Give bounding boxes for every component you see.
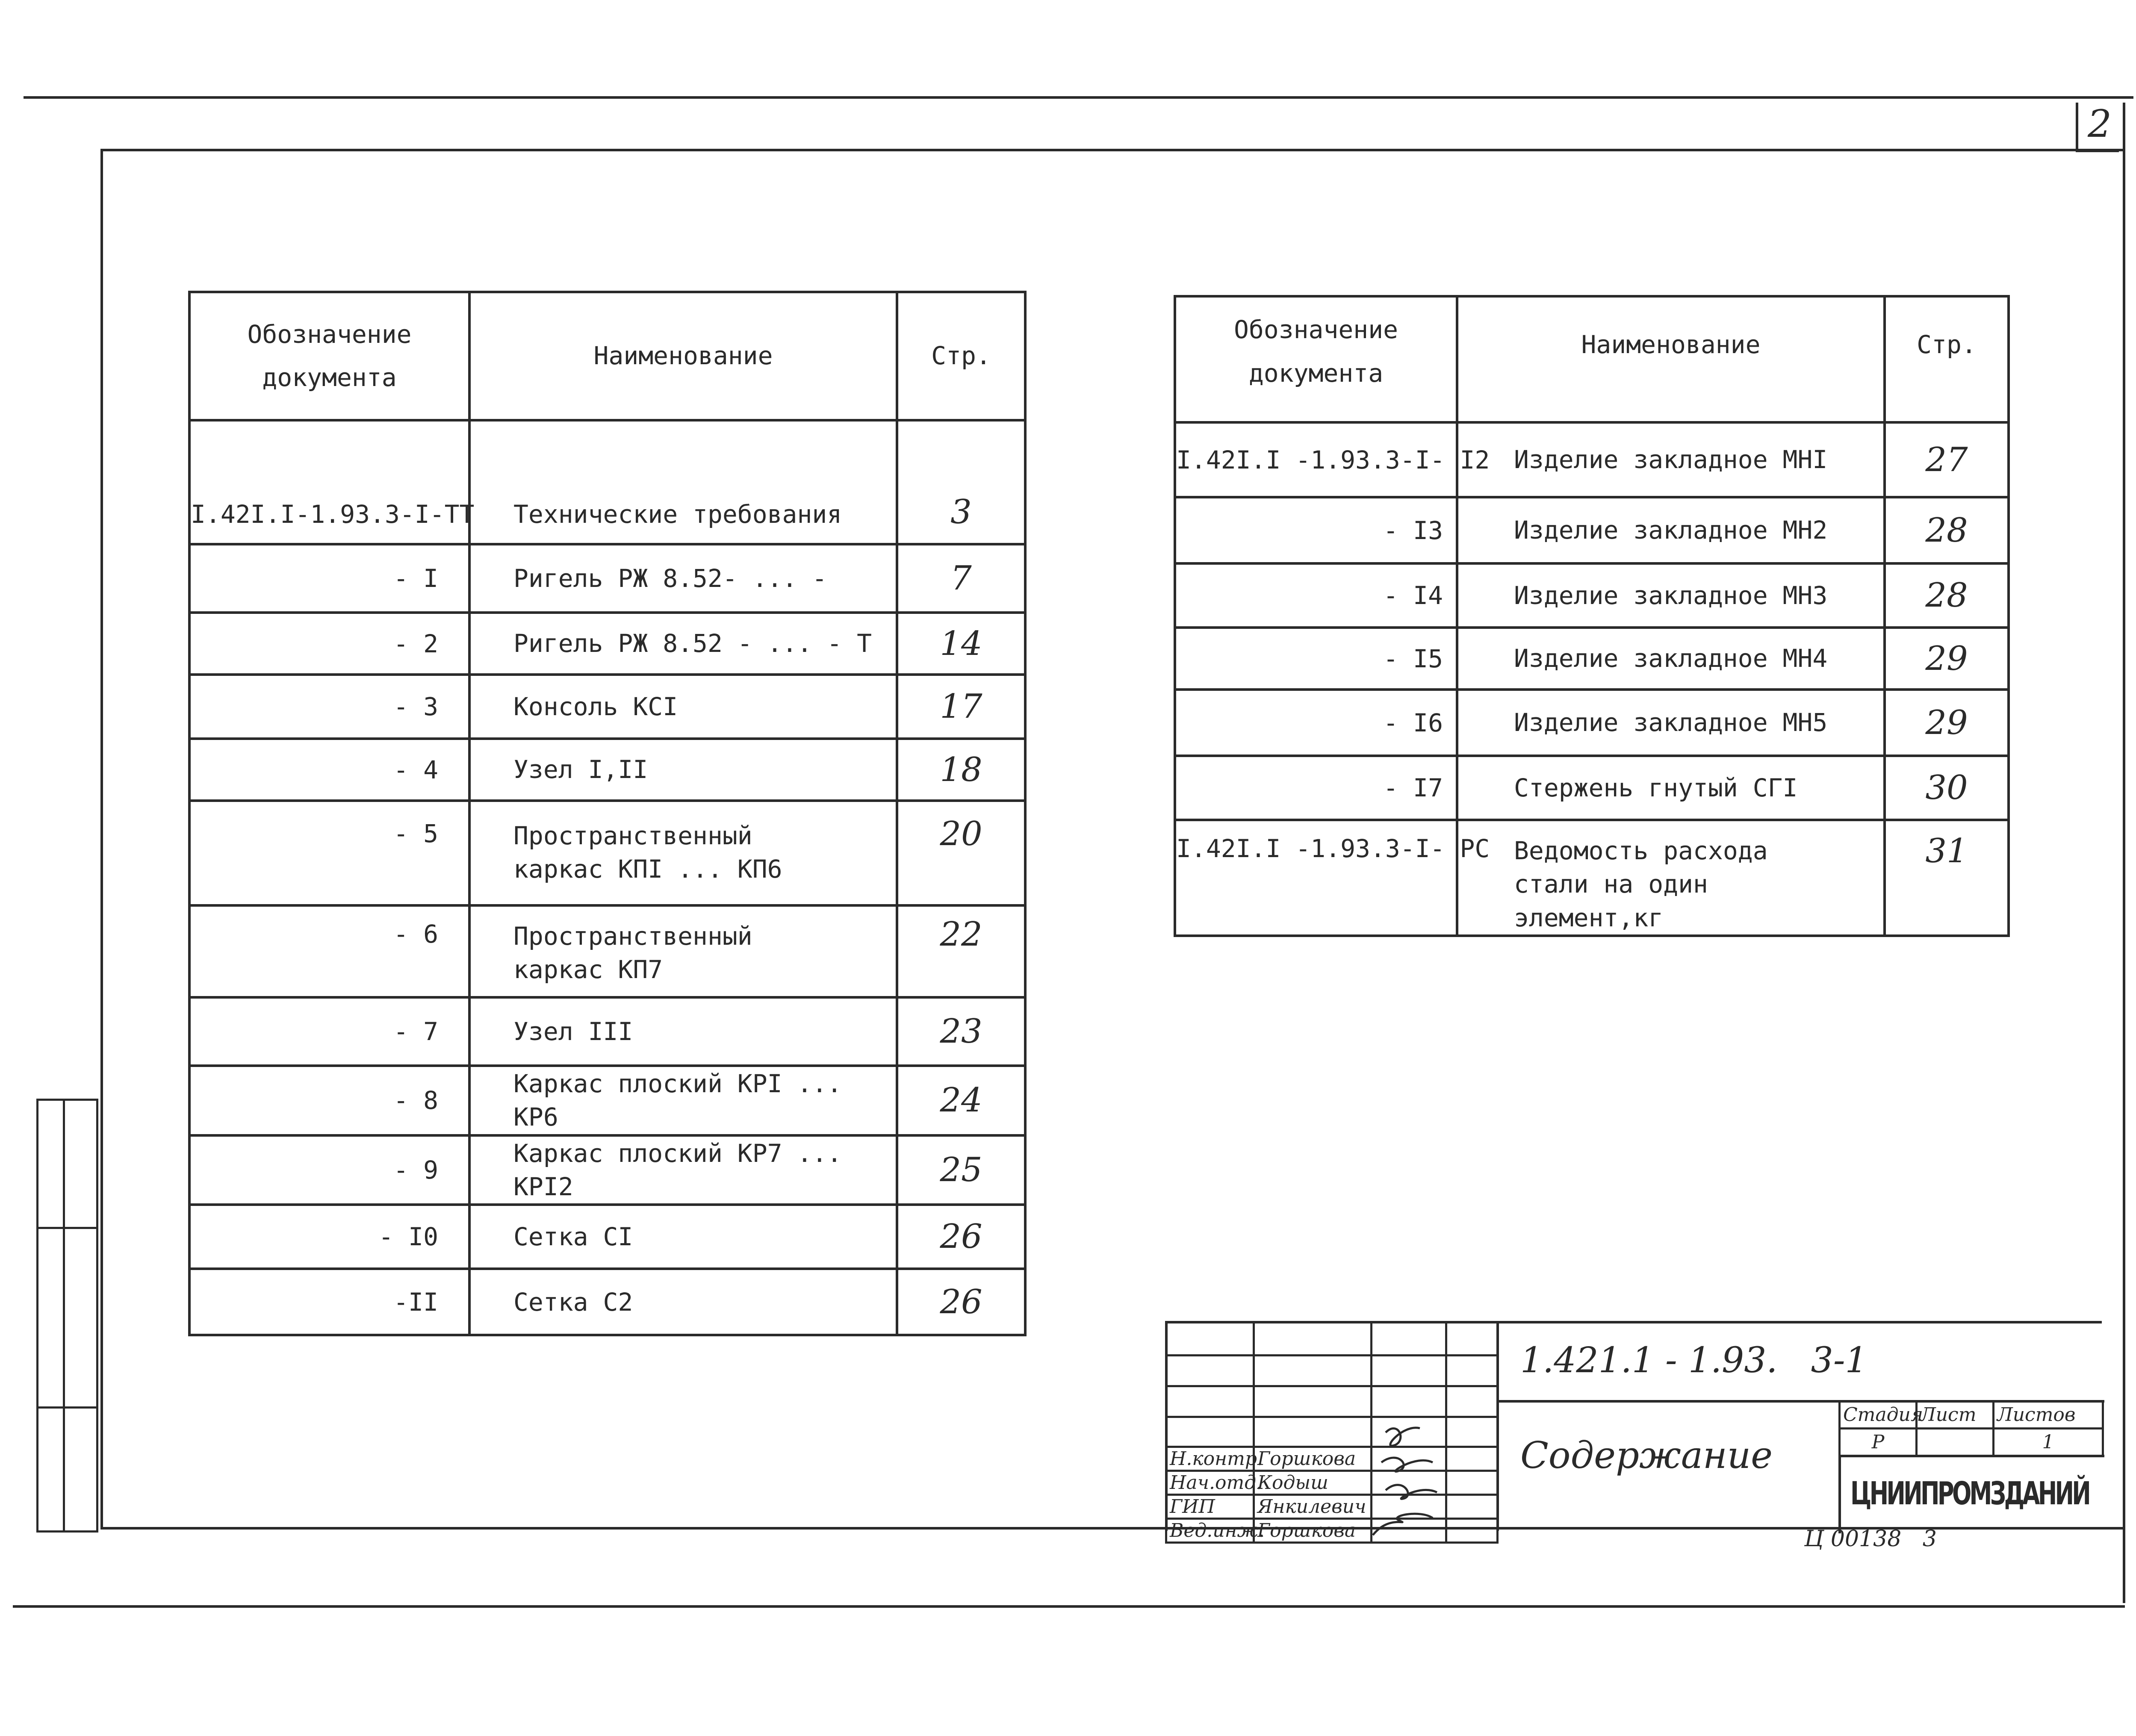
- row-name: Узел I,II: [469, 739, 897, 801]
- row-name: Каркас плоский КР7 ... КРI2: [469, 1135, 897, 1205]
- row-code: - I5: [1175, 628, 1457, 690]
- row-page: 18: [897, 739, 1025, 801]
- sheet-number-box: [2076, 103, 2119, 152]
- row-page: 29: [1885, 628, 2009, 690]
- frame-left: [100, 149, 103, 1530]
- row-page: 28: [1885, 497, 2009, 563]
- row-name: Технические требования: [469, 420, 897, 544]
- table-row: [189, 1205, 1025, 1269]
- table-row: [1175, 628, 2009, 690]
- left-table-header: [189, 292, 1025, 420]
- table-row: [1175, 422, 2009, 497]
- stage-value: Р: [1840, 1429, 1917, 1456]
- sheet-label: Лист: [1917, 1401, 1994, 1429]
- row-name: Изделие закладное МН4: [1457, 628, 1885, 690]
- document-title: Содержание: [1520, 1434, 1773, 1477]
- header-designation: Обозначение документа: [1175, 296, 1457, 422]
- table-row: [189, 544, 1025, 613]
- sheet-number: 2: [2088, 102, 2112, 146]
- row-page: 26: [897, 1205, 1025, 1269]
- top-edge-line: [24, 96, 2133, 99]
- table-row: [189, 613, 1025, 675]
- row-code: - I3: [1175, 497, 1457, 563]
- header-name: Наименование: [1457, 296, 1885, 422]
- stage-sheet-table: [1838, 1400, 2104, 1457]
- role-label: ГИП: [1166, 1495, 1254, 1519]
- role-label: Вед.инж.: [1166, 1519, 1254, 1543]
- table-row: [189, 1066, 1025, 1135]
- table-row: [189, 739, 1025, 801]
- row-page: 29: [1885, 690, 2009, 756]
- bottom-edge-line: [13, 1605, 2125, 1608]
- row-code: - 9: [189, 1135, 469, 1205]
- row-name: Пространственный каркас КП7: [469, 905, 897, 997]
- row-page: 7: [897, 544, 1025, 613]
- row-name: Ригель РЖ 8.52 - ... - Т: [469, 613, 897, 675]
- row-code: - 3: [189, 675, 469, 739]
- row-code: I.42I.I -1.93.3-I- I2: [1175, 422, 1457, 497]
- row-page: 24: [897, 1066, 1025, 1135]
- designation-cell: [1496, 1321, 2104, 1403]
- table-row: [189, 1135, 1025, 1205]
- row-code: - I0: [189, 1205, 469, 1269]
- table-row: [1175, 563, 2009, 628]
- row-page: 14: [897, 613, 1025, 675]
- table-row: [189, 1269, 1025, 1335]
- sheet-value: [1917, 1429, 1994, 1456]
- row-name: Консоль КСI: [469, 675, 897, 739]
- header-designation: Обозначение документа: [189, 292, 469, 420]
- role-label: Н.контр.: [1166, 1447, 1254, 1471]
- role-person: Кодыш: [1254, 1471, 1372, 1495]
- row-page: 31: [1885, 820, 2009, 936]
- row-name: Сетка С2: [469, 1269, 897, 1335]
- archive-code: Ц 00138 3: [1804, 1526, 1937, 1552]
- row-name: Изделие закладное МН5: [1457, 690, 1885, 756]
- row-code: - 7: [189, 997, 469, 1066]
- row-code: I.42I.I-1.93.3-I-TT: [189, 420, 469, 544]
- row-code: - I4: [1175, 563, 1457, 628]
- header-page: Стр.: [897, 292, 1025, 420]
- role-person: Янкилевич: [1254, 1495, 1372, 1519]
- row-name: Стержень гнутый СГI: [1457, 756, 1885, 820]
- sheets-label: Листов: [1994, 1401, 2103, 1429]
- row-code: - 8: [189, 1066, 469, 1135]
- row-page: 20: [897, 801, 1025, 905]
- role-label: Нач.отд.: [1166, 1471, 1254, 1495]
- row-page: 22: [897, 905, 1025, 997]
- row-name: Пространственный каркас КПI ... КП6: [469, 801, 897, 905]
- table-row: [189, 420, 1025, 544]
- row-code: - I: [189, 544, 469, 613]
- right-table-header: [1175, 296, 2009, 422]
- row-code: - 2: [189, 613, 469, 675]
- row-name: Изделие закладное МН2: [1457, 497, 1885, 563]
- side-archive-strip: [36, 1099, 98, 1533]
- signatures-graphic: [1369, 1415, 1514, 1544]
- role-person: Горшкова: [1254, 1519, 1372, 1543]
- sheets-value: 1: [1994, 1429, 2103, 1456]
- row-name: Изделие закладное МН3: [1457, 563, 1885, 628]
- organization-name: ЦНИИПРОМЗДАНИЙ: [1850, 1475, 2089, 1512]
- row-name: Узел III: [469, 997, 897, 1066]
- frame-right: [2123, 103, 2125, 1603]
- header-page: Стр.: [1885, 296, 2009, 422]
- row-code: - I6: [1175, 690, 1457, 756]
- table-row: [189, 675, 1025, 739]
- row-name: Сетка СI: [469, 1205, 897, 1269]
- organization-cell: [1838, 1455, 2104, 1533]
- row-page: 17: [897, 675, 1025, 739]
- row-code: - 5: [189, 801, 469, 905]
- table-row: [189, 905, 1025, 997]
- table-row: [1175, 756, 2009, 820]
- row-page: 27: [1885, 422, 2009, 497]
- row-page: 23: [897, 997, 1025, 1066]
- row-page: 30: [1885, 756, 2009, 820]
- document-designation: 1.421.1 - 1.93. 3-1: [1520, 1340, 1868, 1381]
- frame-top: [100, 149, 2125, 151]
- table-row: [189, 997, 1025, 1066]
- row-name: Ведомость расхода стали на один элемент,кг: [1457, 820, 1885, 936]
- row-name: Ригель РЖ 8.52- ... -: [469, 544, 897, 613]
- left-contents-table: [188, 291, 1027, 1336]
- row-page: 25: [897, 1135, 1025, 1205]
- row-name: Изделие закладное МНI: [1457, 422, 1885, 497]
- title-cell: [1496, 1400, 1841, 1531]
- row-code: - 4: [189, 739, 469, 801]
- table-row: [1175, 690, 2009, 756]
- row-page: 26: [897, 1269, 1025, 1335]
- row-page: 3: [897, 420, 1025, 544]
- row-code: I.42I.I -1.93.3-I- РС: [1175, 820, 1457, 936]
- row-code: -II: [189, 1269, 469, 1335]
- table-row: [189, 801, 1025, 905]
- table-row: [1175, 497, 2009, 563]
- role-person: Горшкова: [1254, 1447, 1372, 1471]
- row-code: - I7: [1175, 756, 1457, 820]
- header-name: Наименование: [469, 292, 897, 420]
- right-contents-table: [1174, 295, 2010, 937]
- table-row: [1175, 820, 2009, 936]
- row-name: Каркас плоский КРI ... КР6: [469, 1066, 897, 1135]
- stage-label: Стадия: [1840, 1401, 1917, 1429]
- row-page: 28: [1885, 563, 2009, 628]
- row-code: - 6: [189, 905, 469, 997]
